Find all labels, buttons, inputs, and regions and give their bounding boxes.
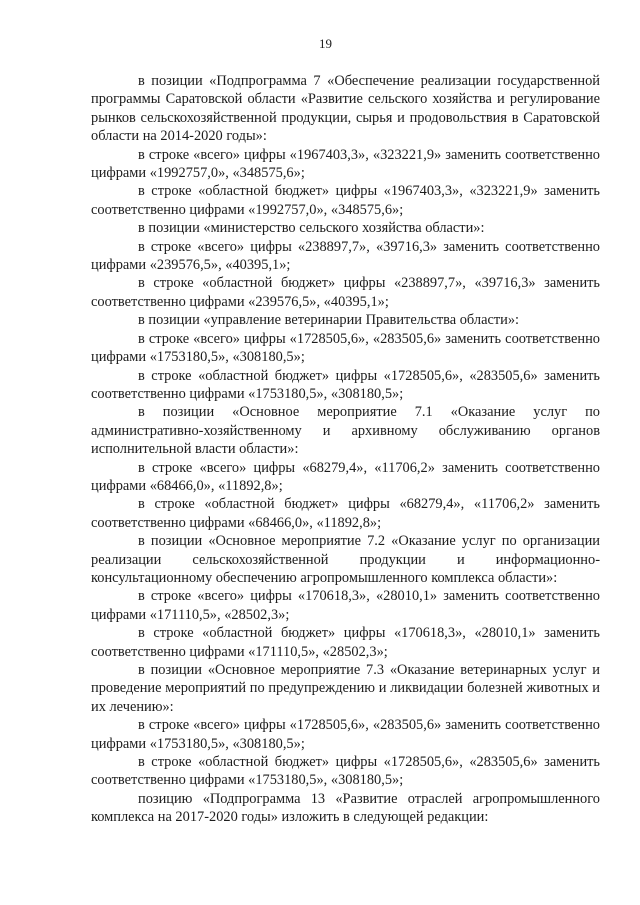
paragraph-veterinary-position: в позиции «управление ветеринарии Правительства области»:	[138, 312, 520, 329]
paragraph-measure-7-1-total-row: в строке «всего» цифры «68279,4», «11706,2» заменить соответственно цифрами «68466,0», «11892,8»;	[91, 459, 600, 494]
page-number: 19	[319, 36, 332, 51]
paragraph-measure-7-3-total-row: в строке «всего» цифры «1728505,6», «283505,6» заменить соответственно цифрами «1753180,5», «308180,5»;	[91, 717, 600, 752]
paragraph-subprogram-7: в позиции «Подпрограмма 7 «Обеспечение реализации государственной программы Саратовской области «Развитие сельского хозяйства и регулирование рынков сельскохозяйственной продукции, сырья и продовольствия в Саратовской области на 2014-2020 годы»:	[91, 73, 600, 145]
paragraph-total-row: в строке «всего» цифры «1967403,3», «323221,9» заменить соответственно цифрами «1992757,0», «348575,6»;	[91, 146, 600, 182]
paragraph-regional-budget-row: в строке «областной бюджет» цифры «1967403,3», «323221,9» заменить соответственно цифрами «1992757,0», «348575,6»;	[91, 183, 600, 218]
paragraph-ministry-budget-row: в строке «областной бюджет» цифры «238897,7», «39716,3» заменить соответственно цифрами «239576,5», «40395,1»;	[91, 275, 600, 310]
paragraph-ministry-position: в позиции «министерство сельского хозяйства области»:	[138, 220, 485, 237]
paragraph-veterinary-budget-row: в строке «областной бюджет» цифры «1728505,6», «283505,6» заменить соответственно цифрами «1753180,5», «308180,5»;	[91, 367, 600, 402]
paragraph-veterinary-total-row: в строке «всего» цифры «1728505,6», «283505,6» заменить соответственно цифрами «1753180,5», «308180,5»;	[91, 330, 600, 366]
paragraph-measure-7-1-budget-row: в строке «областной бюджет» цифры «68279,4», «11706,2» заменить соответственно цифрами «68466,0», «11892,8»;	[91, 496, 600, 531]
paragraph-ministry-total-row: в строке «всего» цифры «238897,7», «39716,3» заменить соответственно цифрами «239576,5», «40395,1»;	[91, 238, 600, 274]
paragraph-measure-7-2-budget-row: в строке «областной бюджет» цифры «170618,3», «28010,1» заменить соответственно цифрами «171110,5», «28502,3»;	[91, 625, 600, 660]
paragraph-measure-7-2-total-row: в строке «всего» цифры «170618,3», «28010,1» заменить соответственно цифрами «171110,5», «28502,3»;	[91, 588, 600, 623]
paragraph-subprogram-13: позицию «Подпрограмма 13 «Развитие отраслей агропромышленного комплекса на 2017-2020 годы» изложить в следующей редакции:	[91, 790, 600, 826]
paragraph-measure-7-3: в позиции «Основное мероприятие 7.3 «Оказание ветеринарных услуг и проведение мероприятий по предупреждению и ликвидации болезней животных и их лечению»:	[91, 662, 600, 715]
paragraph-measure-7-1: в позиции «Основное мероприятие 7.1 «Оказание услуг по административно-хозяйственному и архивному обслуживанию органов исполнительной власти области»:	[91, 404, 600, 458]
paragraph-measure-7-2: в позиции «Основное мероприятие 7.2 «Оказание услуг по организации реализации сельскохозяйственной продукции и информационно-консультационному обеспечению агропромышленного комплекса области»:	[91, 533, 600, 586]
document-body	[91, 72, 600, 827]
paragraph-measure-7-3-budget-row: в строке «областной бюджет» цифры «1728505,6», «283505,6» заменить соответственно цифрами «1753180,5», «308180,5»;	[91, 754, 600, 789]
